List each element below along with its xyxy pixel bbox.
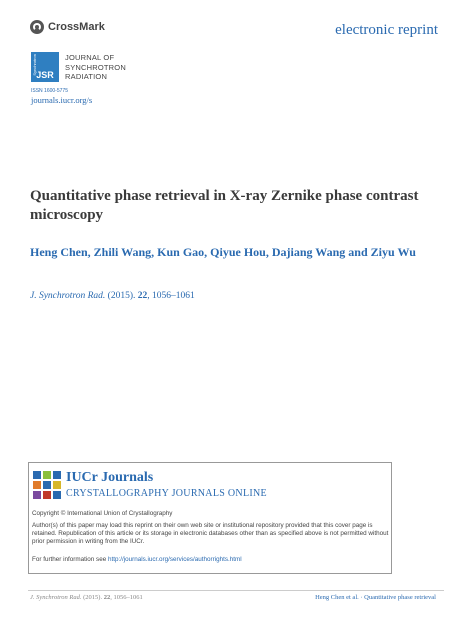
footer-journal: J. Synchrotron Rad.	[30, 594, 82, 601]
footer-year: (2015).	[81, 594, 104, 601]
iucr-logo-square	[43, 481, 51, 489]
iucr-logo-square	[33, 471, 41, 479]
further-info	[32, 556, 242, 563]
iucr-logo-square	[33, 491, 41, 499]
journal-name-line: RADIATION	[65, 72, 108, 81]
iucr-journals-title: IUCr Journals	[66, 470, 154, 485]
article-authors: Heng Chen, Zhili Wang, Kun Gao, Qiyue Hou, Dajiang Wang and Ziyu Wu	[30, 245, 416, 259]
electronic-reprint-label: electronic reprint	[335, 22, 438, 38]
citation-pages: , 1056–1061	[147, 291, 195, 301]
footer-pages: , 1056–1061	[110, 594, 143, 601]
author-rights-link[interactable]: http://journals.iucr.org/services/authorrights.html	[107, 556, 242, 563]
iucr-logo-square	[43, 471, 51, 479]
journal-logo-side-text: Synchrotron	[32, 54, 37, 76]
citation-year: (2015).	[105, 291, 138, 301]
iucr-logo-square	[53, 481, 61, 489]
issn: ISSN 1600-5775	[31, 88, 68, 94]
journal-logo-text: JSR	[36, 70, 54, 80]
iucr-logo-square	[53, 491, 61, 499]
further-info-prefix: For further information see	[32, 556, 108, 563]
crossmark-label: CrossMark	[48, 21, 105, 33]
footer-divider	[28, 590, 444, 591]
crossmark-badge[interactable]	[30, 20, 105, 34]
article-citation[interactable]	[30, 291, 195, 301]
footer-volume: 22	[103, 594, 111, 601]
journal-name-line: JOURNAL OF	[65, 53, 115, 62]
article-title: Quantitative phase retrieval in X-ray Zernike phase contrast microscopy	[30, 188, 419, 223]
iucr-journals-subtitle: CRYSTALLOGRAPHY JOURNALS ONLINE	[66, 488, 267, 499]
journal-url-link[interactable]: journals.iucr.org/s	[31, 95, 93, 105]
journal-name	[65, 53, 126, 82]
crossmark-icon	[30, 20, 44, 34]
journal-logo	[31, 52, 59, 82]
citation-journal: J. Synchrotron Rad.	[30, 291, 106, 301]
permission-notice: Author(s) of this paper may load this reprint on their own web site or institutional repository provided that this cover page is retained. Republication of this article or its storage in electronic databases other than as specified above is not permitted without prior permission in writing from the IUCr.	[32, 522, 389, 545]
iucr-logo-square	[43, 491, 51, 499]
citation-volume: 22	[137, 291, 148, 301]
iucr-logo-icon	[33, 471, 61, 499]
iucr-logo-square	[53, 471, 61, 479]
footer-running-title: Heng Chen et al. · Quantitative phase retrieval	[315, 594, 436, 601]
footer-citation	[30, 594, 143, 601]
journal-name-line: SYNCHROTRON	[65, 62, 126, 72]
copyright-notice: Copyright © International Union of Crystallography	[32, 510, 173, 517]
iucr-logo-square	[33, 481, 41, 489]
